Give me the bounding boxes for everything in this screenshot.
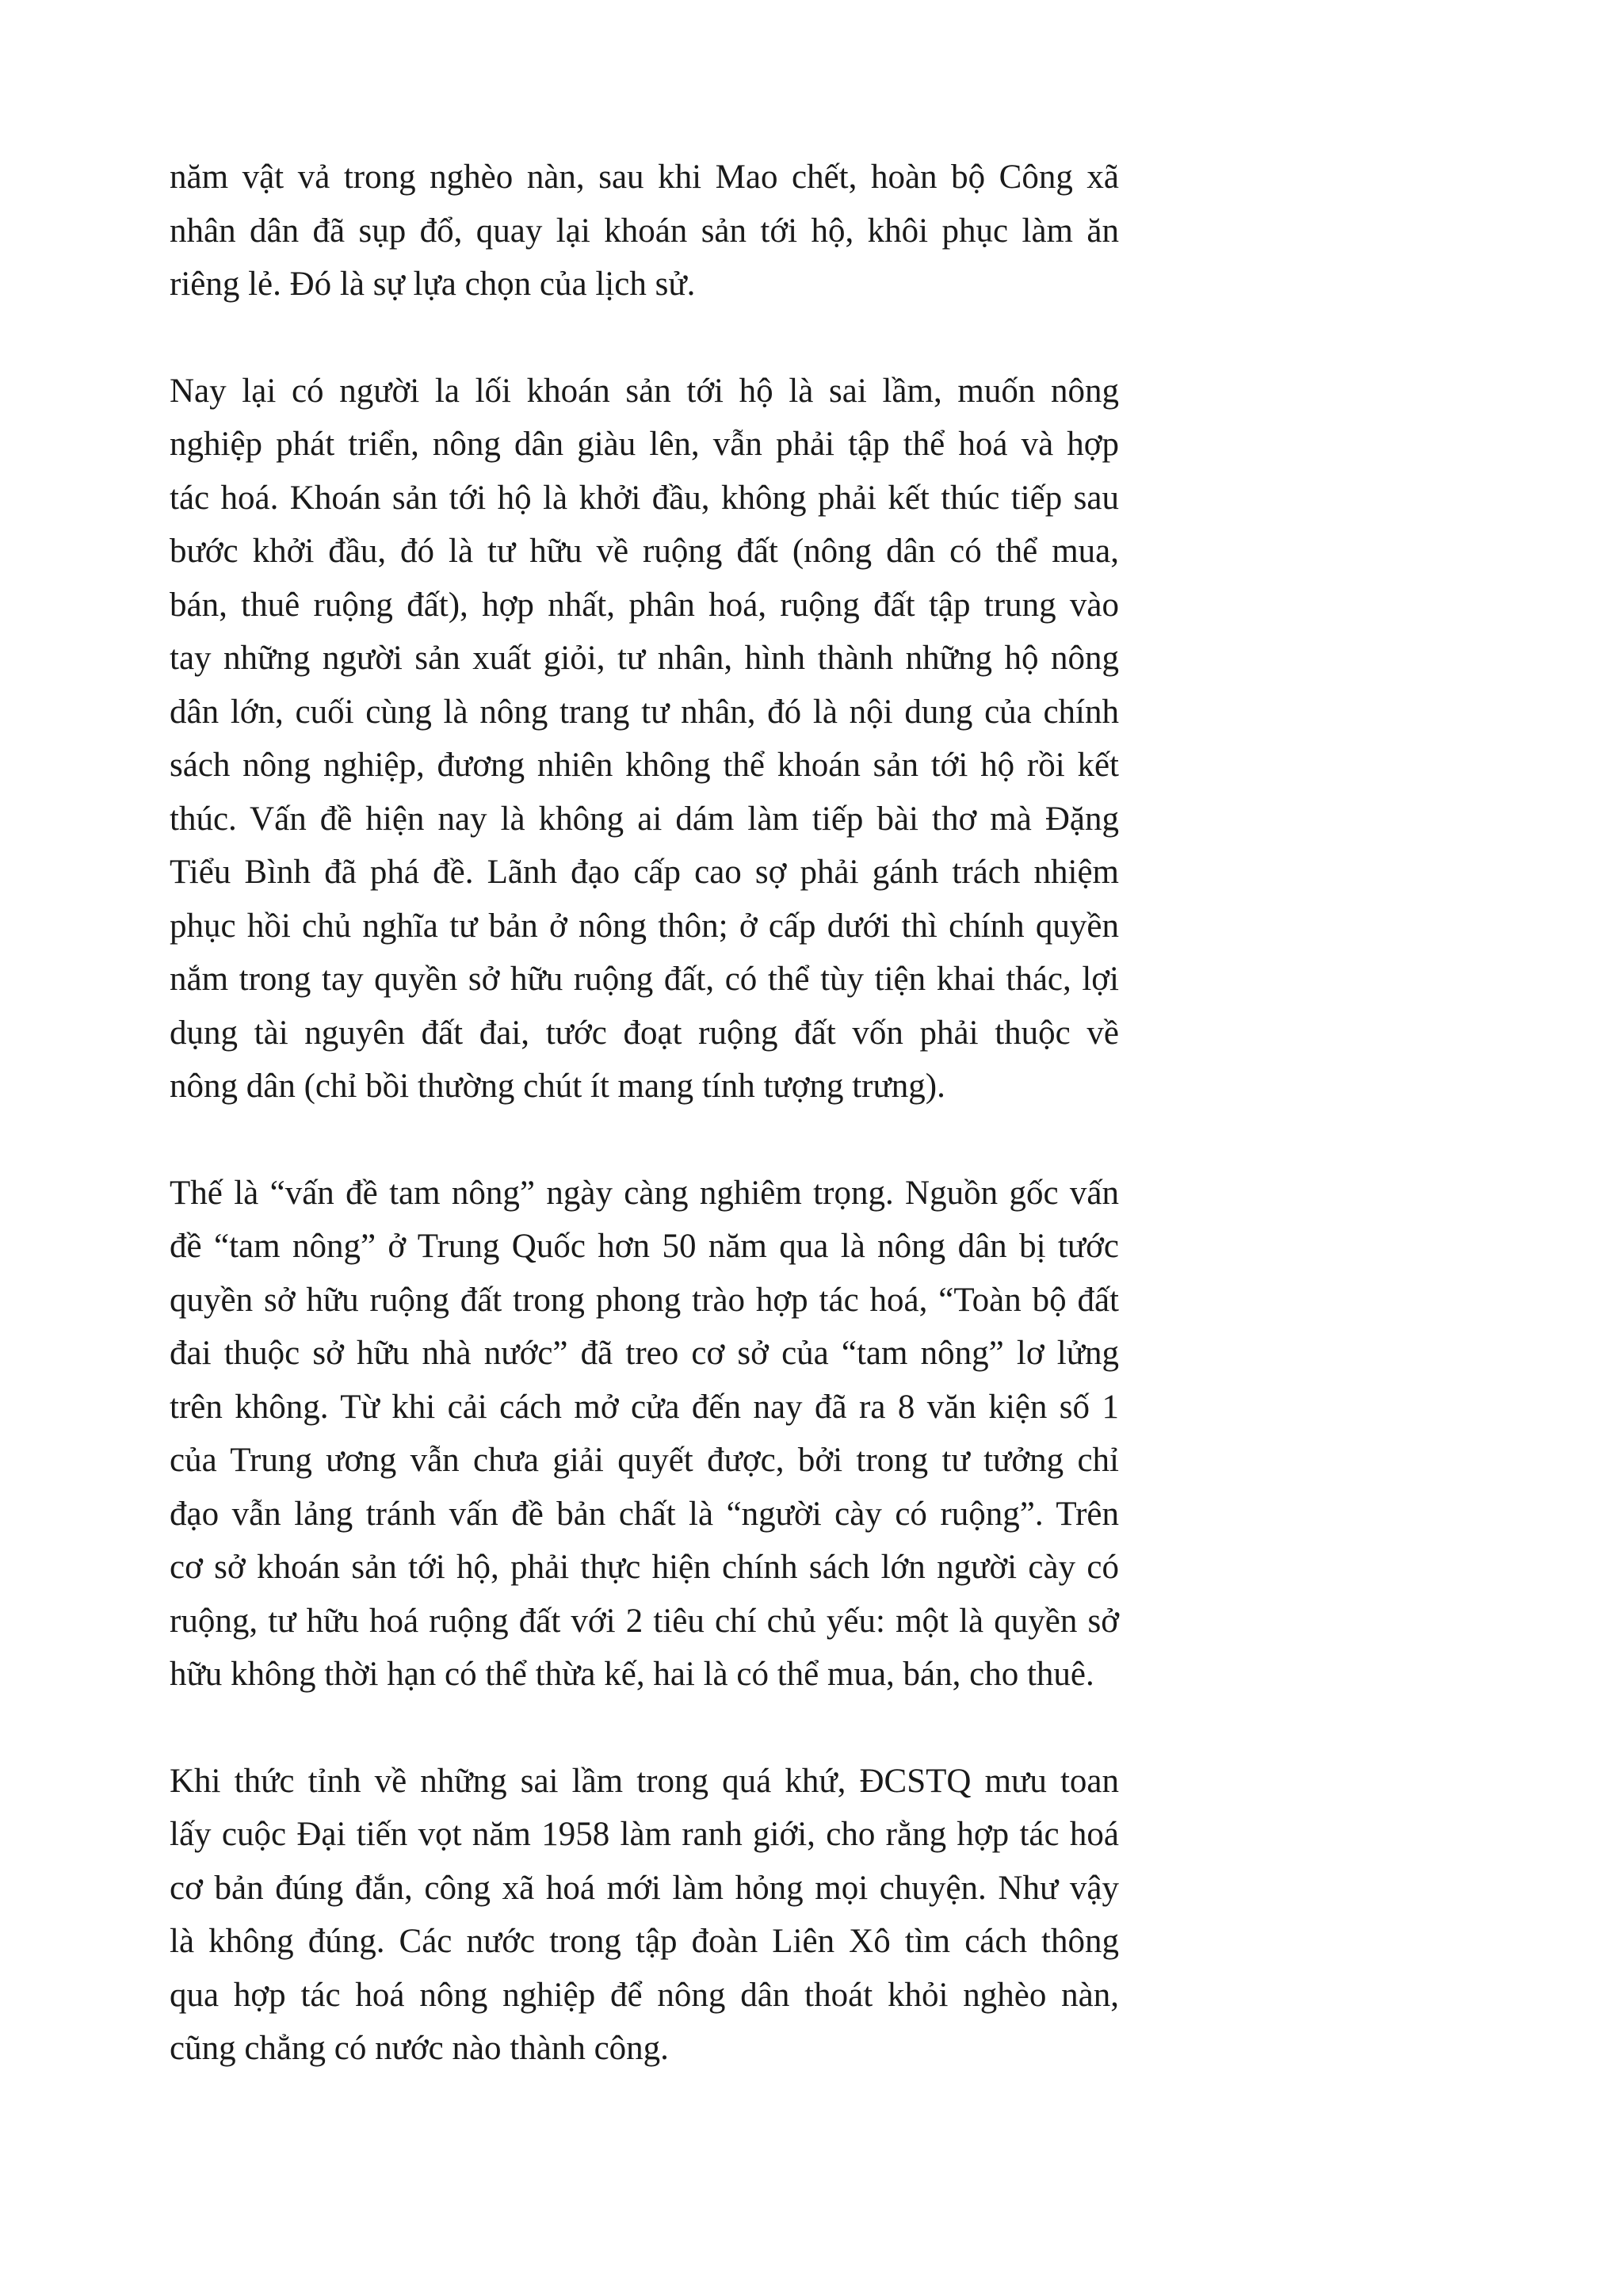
text-line: Nay lại có người la lối khoán sản tới hộ là sai lầm, muốn nông: [170, 372, 1119, 410]
text-line: đề “tam nông” ở Trung Quốc hơn 50 năm qua là nông dân bị tước: [170, 1228, 1119, 1265]
text-line: đạo vẫn lảng tránh vấn đề bản chất là “người cày có ruộng”. Trên: [170, 1495, 1119, 1533]
paragraph-2: [170, 365, 1119, 1114]
text-line: bán, thuê ruộng đất), hợp nhất, phân hoá, ruộng đất tập trung vào: [170, 586, 1119, 624]
paragraph-3: [170, 1167, 1119, 1702]
text-line: ruộng, tư hữu hoá ruộng đất với 2 tiêu chí chủ yếu: một là quyền sở: [170, 1602, 1119, 1640]
text-line: tay những người sản xuất giỏi, tư nhân, hình thành những hộ nông: [170, 640, 1119, 677]
text-line: nắm trong tay quyền sở hữu ruộng đất, có thể tùy tiện khai thác, lợi: [170, 961, 1119, 998]
text-line: cũng chẳng có nước nào thành công.: [170, 2030, 669, 2067]
text-line: sách nông nghiệp, đương nhiên không thể khoán sản tới hộ rồi kết: [170, 747, 1119, 784]
text-line: riêng lẻ. Đó là sự lựa chọn của lịch sử.: [170, 266, 696, 303]
text-line: qua hợp tác hoá nông nghiệp để nông dân thoát khỏi nghèo nàn,: [170, 1976, 1119, 2014]
text-line: trên không. Từ khi cải cách mở cửa đến nay đã ra 8 văn kiện số 1: [170, 1388, 1119, 1426]
text-line: năm vật vả trong nghèo nàn, sau khi Mao chết, hoàn bộ Công xã: [170, 159, 1119, 196]
text-line: đai thuộc sở hữu nhà nước” đã treo cơ sở của “tam nông” lơ lửng: [170, 1335, 1119, 1372]
text-line: của Trung ương vẫn chưa giải quyết được, bởi trong tư tưởng chỉ: [170, 1442, 1119, 1479]
text-line: tác hoá. Khoán sản tới hộ là khởi đầu, không phải kết thúc tiếp sau: [170, 479, 1119, 517]
text-line: nông dân (chỉ bồi thường chút ít mang tính tượng trưng).: [170, 1068, 945, 1105]
text-line: nhân dân đã sụp đổ, quay lại khoán sản tới hộ, khôi phục làm ăn: [170, 212, 1119, 250]
text-line: thúc. Vấn đề hiện nay là không ai dám làm tiếp bài thơ mà Đặng: [170, 800, 1119, 838]
text-line: hữu không thời hạn có thể thừa kế, hai là có thể mua, bán, cho thuê.: [170, 1656, 1094, 1693]
text-line: nghiệp phát triển, nông dân giàu lên, vẫn phải tập thể hoá và hợp: [170, 426, 1119, 463]
text-line: Thế là “vấn đề tam nông” ngày càng nghiêm trọng. Nguồn gốc vấn: [170, 1174, 1119, 1212]
text-line: Tiểu Bình đã phá đề. Lãnh đạo cấp cao sợ phải gánh trách nhiệm: [170, 854, 1119, 891]
text-line: dụng tài nguyên đất đai, tước đoạt ruộng đất vốn phải thuộc về: [170, 1014, 1119, 1052]
paragraph-4: [170, 1755, 1119, 2076]
text-line: phục hồi chủ nghĩa tư bản ở nông thôn; ở cấp dưới thì chính quyền: [170, 907, 1119, 945]
text-line: lấy cuộc Đại tiến vọt năm 1958 làm ranh giới, cho rằng hợp tác hoá: [170, 1816, 1119, 1853]
text-line: cơ sở khoán sản tới hộ, phải thực hiện chính sách lớn người cày có: [170, 1549, 1119, 1586]
text-line: Khi thức tỉnh về những sai lầm trong quá khứ, ĐCSTQ mưu toan: [170, 1762, 1119, 1800]
text-line: dân lớn, cuối cùng là nông trang tư nhân, đó là nội dung của chính: [170, 693, 1119, 731]
document-page: [170, 151, 1119, 2129]
paragraph-1: [170, 151, 1119, 311]
text-line: cơ bản đúng đắn, công xã hoá mới làm hỏng mọi chuyện. Như vậy: [170, 1869, 1119, 1907]
text-line: quyền sở hữu ruộng đất trong phong trào hợp tác hoá, “Toàn bộ đất: [170, 1281, 1119, 1319]
text-line: bước khởi đầu, đó là tư hữu về ruộng đất (nông dân có thể mua,: [170, 533, 1119, 570]
text-line: là không đúng. Các nước trong tập đoàn Liên Xô tìm cách thông: [170, 1923, 1119, 1960]
